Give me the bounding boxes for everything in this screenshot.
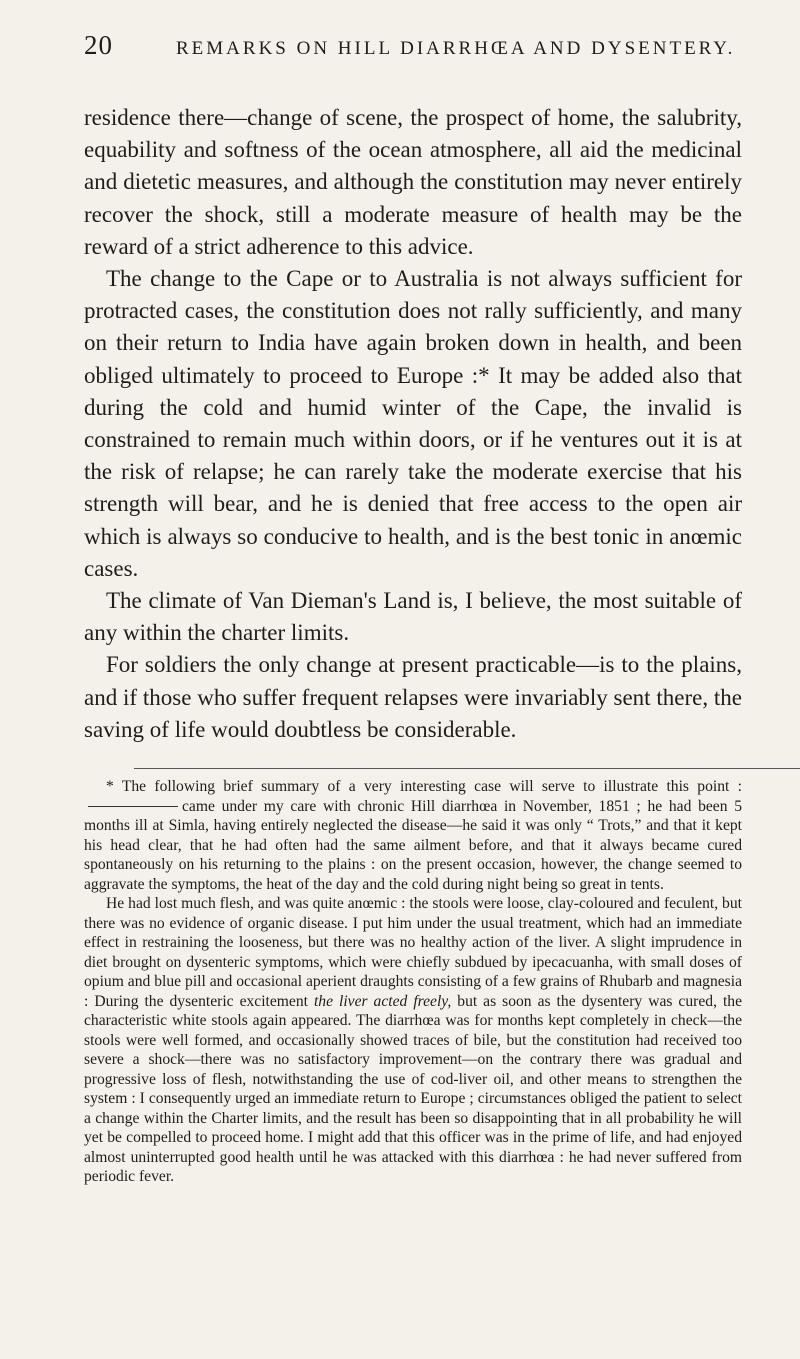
redaction-dash xyxy=(88,806,178,807)
footnote-1-end: came under my care with chronic Hill diarrhœa in November, 1851 ; he had been 5 months ill at Simla, having entirely neglected the disease—he said it was only “ Trots,” and that it kept his head clear, that he had often had the same ailment before, and that it always became cured spontaneously on his returning to the plains : on the present occasion, however, the change seemed to aggravate the symptoms, the heat of the day and the cold during night being so great in tents. xyxy=(84,797,742,893)
footnote-2-end: but as soon as the dysentery was cured, the characteristic white stools again appeared. The diarrhœa was for months kept completely in check—the stools were well formed, and occasionally showed traces of bile, but the constitution had received too severe a shock—there was no satisfactory improvement—on the contrary there was gradual and progressive loss of flesh, notwithstanding the use of cod-liver oil, and other means to strengthen the system : I consequently urged an immediate return to Europe ; circumstances obliged the patient to select a change within the Charter limits, and the result has been so disappointing that in all probability he will yet be compelled to proceed home. I might add that this officer was in the prime of life, and had enjoyed almost uninterrupted good health until he was attacked with this diarrhœa : he had never suffered from periodic fever. xyxy=(84,992,742,1186)
footnote-2-start: He had lost much flesh, and was quite anœmic : the stools were loose, clay-coloured and feculent, but there was no evidence of organic disease. I put him under the usual treatment, which had an immediate effect in restraining the looseness, but there was no healthy action of the liver. A slight imprudence in diet brought on dysenteric symptoms, which were chiefly subdued by ipecacuanha, with small doses of opium and blue pill and occasional aperient draughts consisting of a few grains of Rhubarb and magnesia : During the dysenteric excitement xyxy=(84,895,742,1010)
footnote xyxy=(84,777,742,1187)
running-title: REMARKS ON HILL DIARRHŒA AND DYSENTERY. xyxy=(176,38,736,59)
footnote-divider xyxy=(134,768,800,769)
paragraph-4: For soldiers the only change at present practicable—is to the plains, and if those who suffer frequent relapses were invariably sent there, the saving of life would doubtless be considerable. xyxy=(84,652,742,742)
footnote-paragraph-2 xyxy=(84,894,742,1187)
body-text xyxy=(84,102,742,746)
footnote-2-emphasis: the liver acted freely, xyxy=(313,992,452,1010)
footnote-paragraph-1 xyxy=(84,777,742,894)
paragraph-3: The climate of Van Dieman's Land is, I believe, the most suitable of any within the charter limits. xyxy=(84,588,742,646)
running-head xyxy=(84,30,742,66)
page-number: 20 xyxy=(84,30,113,60)
footnote-1-start: * The following brief summary of a very interesting case will serve to illustrate this point : xyxy=(106,778,742,796)
paragraph-1: residence there—change of scene, the prospect of home, the salubrity, equability and softness of the ocean atmosphere, all aid the medicinal and dietetic measures, and although the constitution may never entirely recover the shock, still a moderate measure of health may be the reward of a strict adherence to this advice. xyxy=(84,105,742,259)
paragraph-2: The change to the Cape or to Australia is not always sufficient for protracted cases, the constitution does not rally sufficiently, and many on their return to India have again broken down in health, and been obliged ultimately to proceed to Europe :* It may be added also that during the cold and humid winter of the Cape, the invalid is constrained to remain much within doors, or if he ventures out it is at the risk of relapse; he can rarely take the moderate exercise that his strength will bear, and he is denied that free access to the open air which is always so conducive to health, and is the best tonic in anœmic cases. xyxy=(84,266,742,581)
